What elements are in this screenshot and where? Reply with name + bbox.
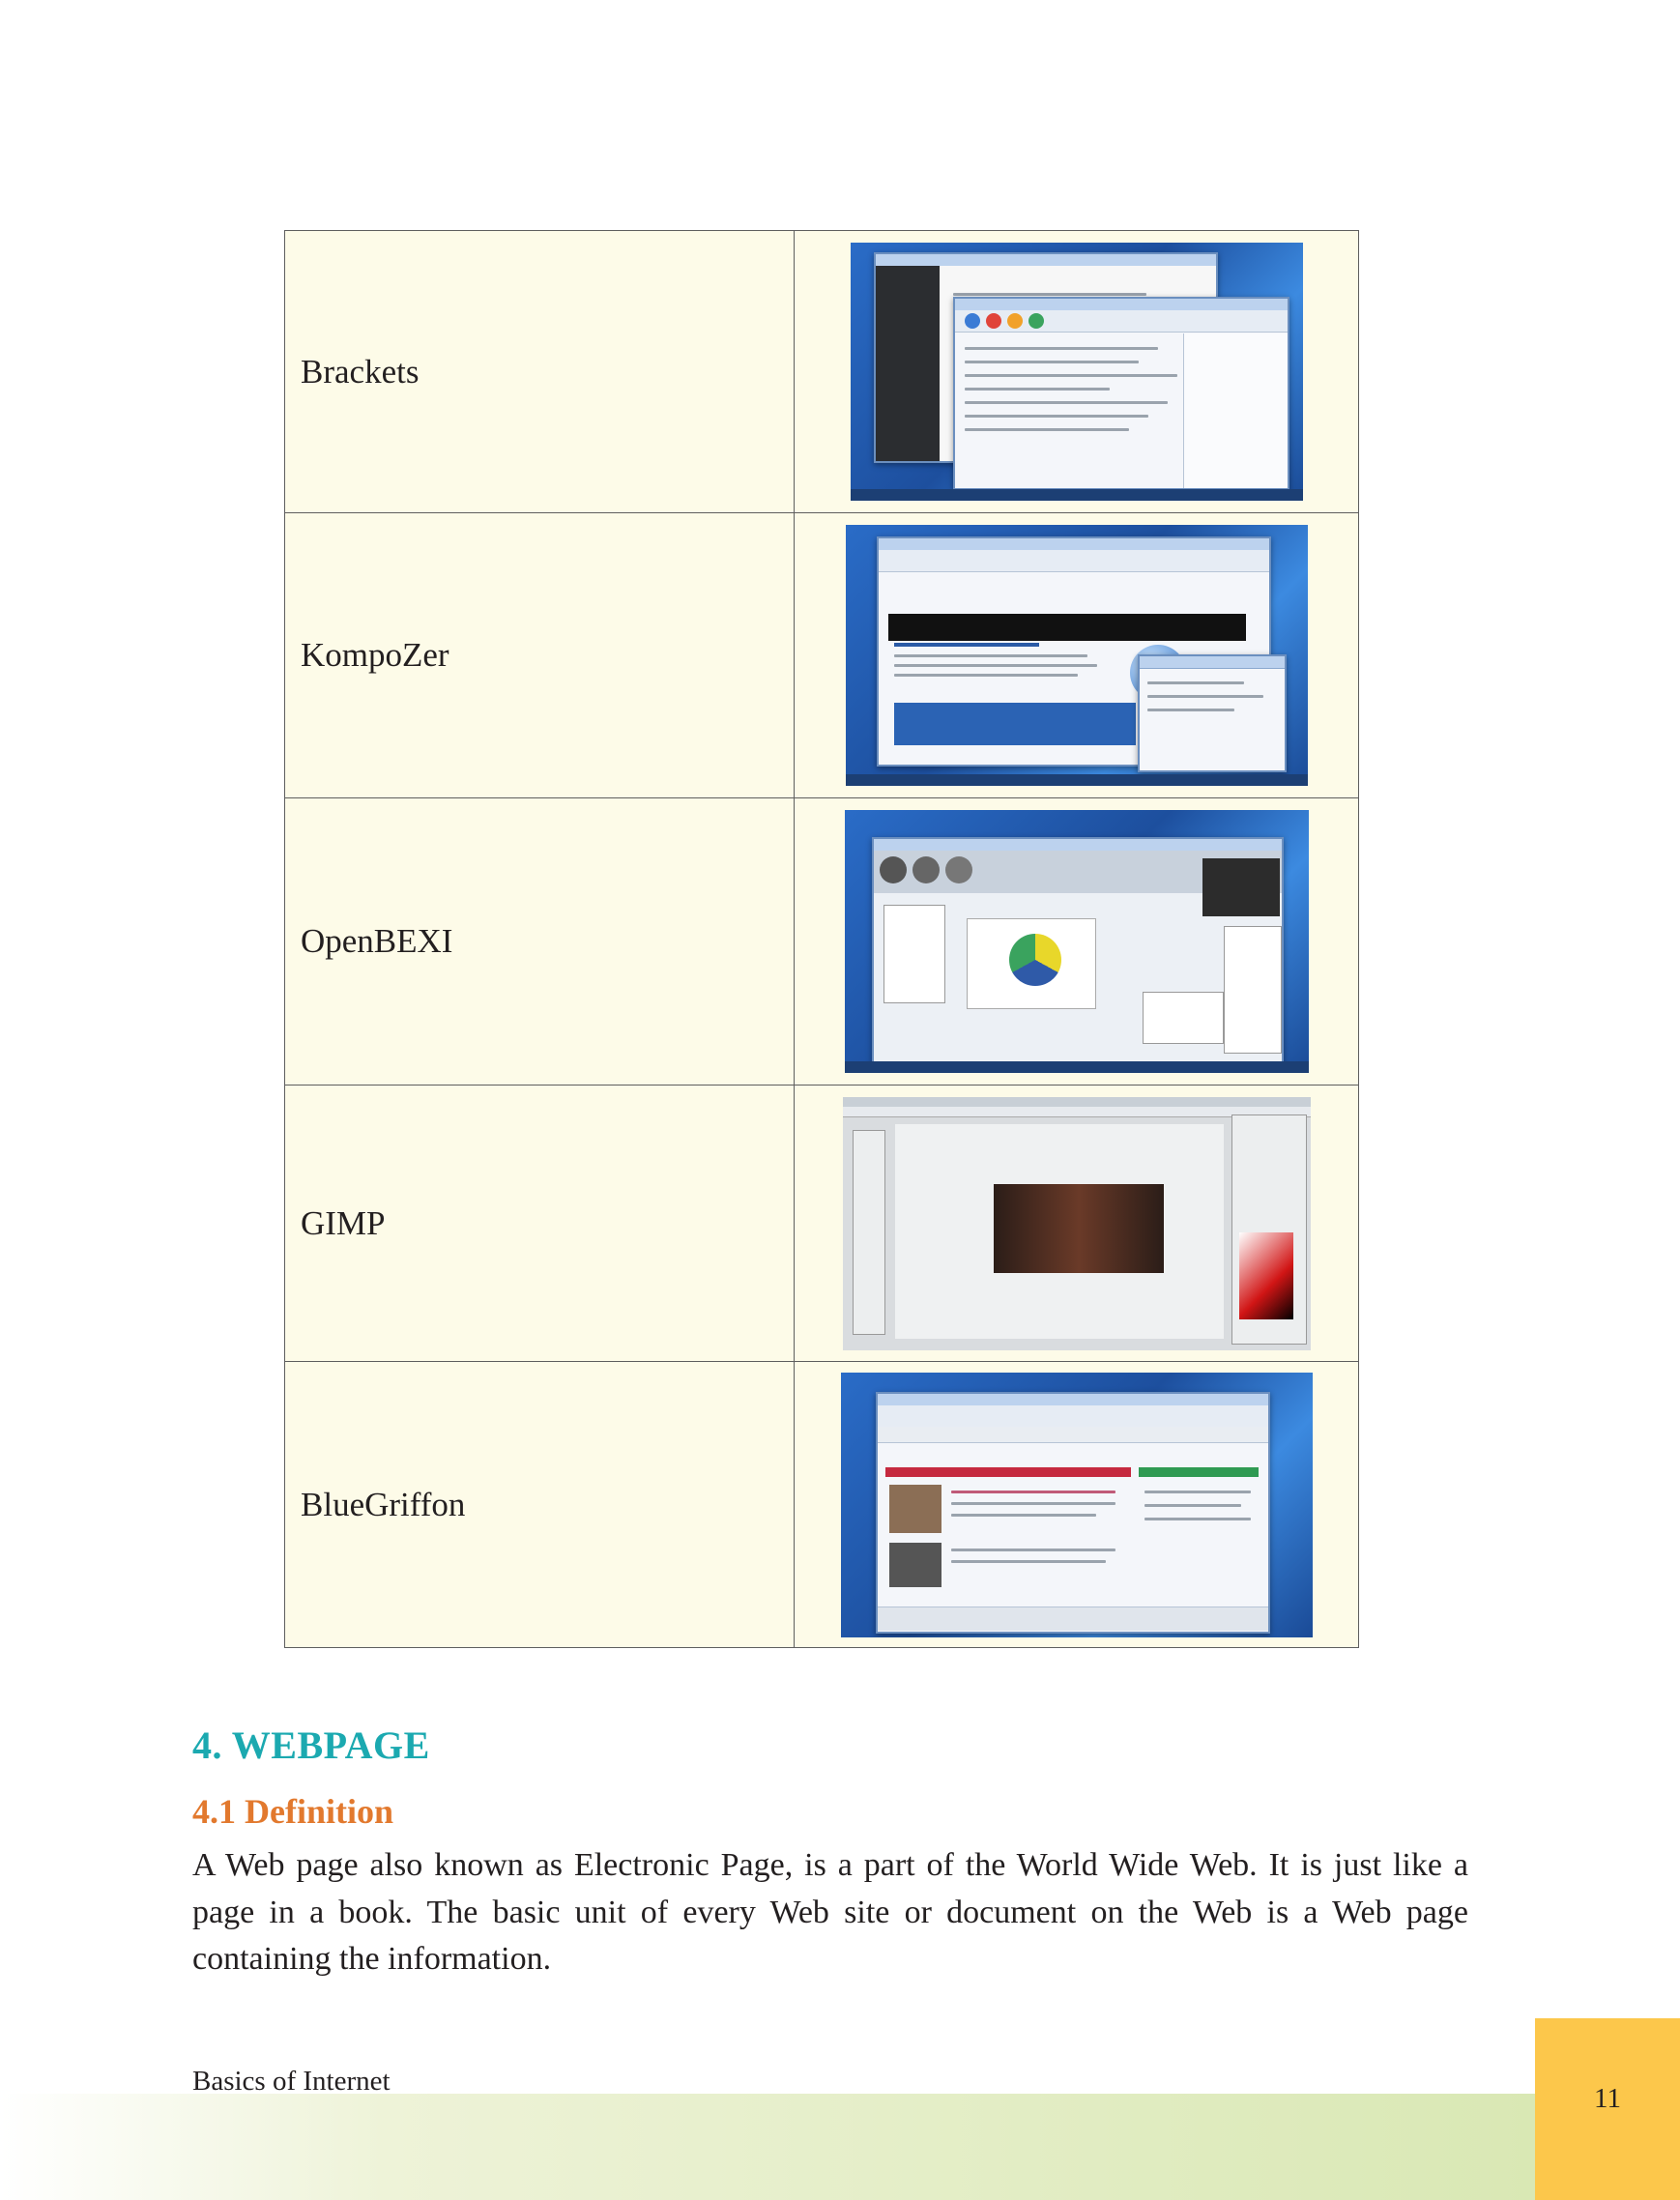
table-row: [285, 1362, 1359, 1648]
gimp-screenshot: [843, 1097, 1311, 1350]
table-row: [285, 798, 1359, 1086]
section-heading: 4. WEBPAGE: [192, 1723, 430, 1767]
page-number: 11: [1594, 2083, 1621, 2114]
tool-name: GIMP: [285, 1086, 795, 1362]
bluegriffon-screenshot: [841, 1373, 1313, 1637]
page-number-box: [1535, 2018, 1680, 2200]
subsection-heading: 4.1 Definition: [192, 1792, 394, 1831]
brackets-screenshot: [851, 243, 1303, 501]
definition-paragraph: A Web page also known as Electronic Page, is a part of the World Wide Web. It is just like a page in a book. The basic unit of every Web site or document on the Web is a Web page containing the information.: [192, 1847, 1468, 1977]
tool-name: KompoZer: [285, 513, 795, 798]
footer-band: [0, 2094, 1535, 2200]
tool-name: BlueGriffon: [285, 1362, 795, 1648]
openbexi-screenshot: [845, 810, 1309, 1073]
table-row: [285, 513, 1359, 798]
software-table: [284, 230, 1359, 1648]
table-row: [285, 231, 1359, 513]
kompozer-screenshot: [846, 525, 1308, 786]
footer-title: Basics of Internet: [192, 2066, 391, 2097]
tool-name: OpenBEXI: [285, 798, 795, 1086]
table-row: [285, 1086, 1359, 1362]
tool-name: Brackets: [285, 231, 795, 513]
